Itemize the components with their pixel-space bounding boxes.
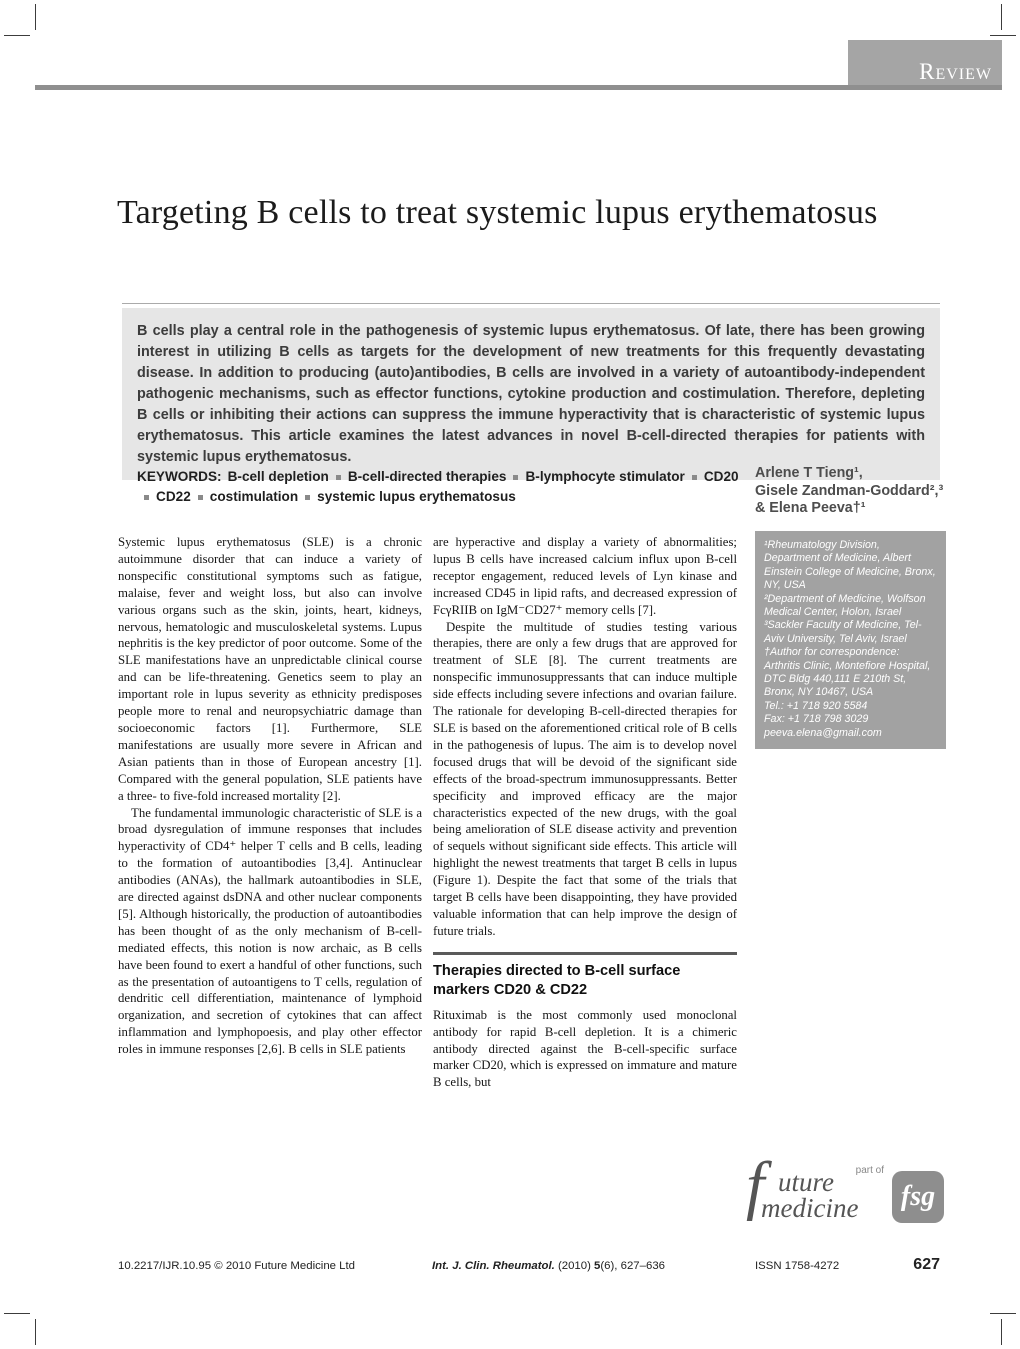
keyword-item: CD22 <box>156 489 191 504</box>
abstract-box <box>122 308 940 480</box>
crop-mark <box>990 1313 1016 1314</box>
section-rule <box>433 952 737 955</box>
logo-wordmark <box>761 1167 859 1223</box>
keywords-label: KEYWORDS: <box>137 469 222 484</box>
body-paragraph: Despite the multitude of studies testing various therapies, there are only a few drugs that are approved for treatment of SLE [8]. The current treatments are nonspecific immunosuppressants that can induce multiple side effects including severe infections and ovarian failure. The rationale for developing B-cell-directed therapies for SLE is based on the aforementioned critical role of B cells in the pathogenesis of lupus. The aim is to develop novel focused drugs that will be devoid of the significant side effects of the broad-spectrum immunosuppressants. Better specificity and improved efficacy are the major characteristics expected of the new drugs, with the goal being amelioration of SLE disease activity and prevention of sequels without significant side effects. This article will highlight the newest treatments that target B cells in lupus (Figure 1). Despite the fact that some of the trials that target B cells have been disappointing, they have provided valuable information that can help improve the design of future trials. <box>433 619 737 938</box>
right-column <box>433 534 737 1091</box>
article-title: Targeting B cells to treat systemic lupus erythematosus <box>117 194 878 231</box>
crop-mark <box>1001 1319 1002 1345</box>
crop-mark <box>4 1313 30 1314</box>
keywords-block <box>137 467 739 507</box>
header-rule <box>35 85 1002 90</box>
review-banner <box>848 40 1002 85</box>
fax-line: Fax: +1 718 798 3029 <box>764 713 869 726</box>
keyword-item: systemic lupus erythematosus <box>317 489 516 504</box>
logo-f: f <box>746 1149 765 1222</box>
citation-volume: 5 <box>594 1260 601 1272</box>
affiliation-line: ¹Rheumatology Division, Department of Medicine, Albert Einstein College of Medicine, Bronx, NY, USA <box>764 539 936 592</box>
square-bullet-icon <box>305 495 310 500</box>
abstract-top-rule <box>122 303 940 304</box>
issn: ISSN 1758-4272 <box>755 1260 840 1272</box>
citation-issue: (6), 627–636 <box>600 1260 665 1272</box>
future-medicine-logo <box>746 1149 944 1237</box>
square-bullet-icon <box>198 495 203 500</box>
left-column <box>118 534 422 1058</box>
crop-mark <box>990 35 1016 36</box>
affiliation-line: ³Sackler Faculty of Medicine, Tel-Aviv University, Tel Aviv, Israel <box>764 619 922 645</box>
square-bullet-icon <box>513 475 518 480</box>
section-heading: Therapies directed to B-cell surface markers CD20 & CD22 <box>433 962 681 998</box>
body-paragraph: Systemic lupus erythematosus (SLE) is a chronic autoimmune disorder that can induce a variety of nonspecific constitutional symptoms such as fatigue, malaise, fever and weight loss, but also can involve various organs such as the skin, joints, heart, kidneys, nervous, hematologic and musculoskeletal systems. Lupus nephritis is the key predictor of poor outcome. Some of the SLE manifestations have an unpredictable clinical course and can be life-threatening. Genetics seem to play an important role in lupus severity as ethnicity predisposes people more to renal and neuropsychiatric damage than socioeconomic factors [1]. Furthermore, SLE manifestations are usually more severe in African and Asian patients than in those of European ancestry [1]. Compared with the general population, SLE patients have a three- to five-fold increased mortality [2]. <box>118 535 422 803</box>
keyword-item: CD20 <box>703 469 739 484</box>
logo-word-future: uture <box>778 1167 834 1197</box>
keyword-item: B-lymphocyte stimulator <box>525 469 685 484</box>
crop-mark <box>4 35 30 36</box>
body-paragraph: The fundamental immunologic characteristic of SLE is a broad dysregulation of immune responses that includes hyperactivity of CD4⁺ helper T cells and B cells, leading to the formation of autoantibodies [3,4]. Antinuclear antibodies (ANAs), the hallmark autoantibodies in SLE, are directed against dsDNA and other nuclear components [5]. Although historically, the production of autoantibodies has been thought of as the only mechanism of B-cell-mediated effects, this notion is now archaic, as B cells have been found to exert a handful of other functions, such as the presentation of autoantigens to T cells, regulation of dendritic cell differentiation, maintenance of lymphoid organization, and secretion of cytokines that can affect inflammation and lymphopoesis, and play other effector roles in immune responses [2,6]. B cells in SLE patients <box>118 805 422 1057</box>
square-bullet-icon <box>144 495 149 500</box>
tel-line: Tel.: +1 718 920 5584 <box>764 699 868 712</box>
square-bullet-icon <box>692 475 697 480</box>
fsg-badge: fsg <box>892 1171 944 1223</box>
body-paragraph: Rituximab is the most commonly used monoclonal antibody for rapid B-cell depletion. It is a chimeric antibody directed against the B-cell-specific surface marker CD20, which is expressed on immature and mature B cells, but <box>433 1007 737 1090</box>
correspondence-line: †Author for correspondence: Arthritis Clinic, Montefiore Hospital, DTC Bldg 440,111 E 210th St, Bronx, NY 10467, USA <box>764 646 931 699</box>
page-footer <box>118 1256 940 1284</box>
keyword-item: B-cell depletion <box>227 469 329 484</box>
keyword-item: costimulation <box>209 489 299 504</box>
author-list <box>755 465 955 518</box>
crop-mark <box>1001 4 1002 30</box>
abstract-text: B cells play a central role in the pathogenesis of systemic lupus erythematosus. Of late, there has been growing interest in utilizing B cells as targets for the development of new treatments for this frequently devastating disease. In addition to producing (auto)antibodies, B cells are involved in a variety of autoantibody-independent pathogenic mechanisms, such as effector functions, cytokine production and costimulation. Therefore, depleting B cells or inhibiting their actions can suppress the immune hyperactivity that is characteristic of systemic lupus erythematosus. This article examines the latest advances in novel B-cell-directed therapies for patients with systemic lupus erythematosus. <box>137 323 925 465</box>
email-address: peeva.elena@gmail.com <box>764 726 882 739</box>
doi-copyright: 10.2217/IJR.10.95 © 2010 Future Medicine Ltd <box>118 1260 355 1272</box>
section-heading-block <box>433 952 737 1000</box>
affiliation-line: ²Department of Medicine, Wolfson Medical Center, Holon, Israel <box>764 592 926 619</box>
author-name: Gisele Zandman-Goddard²,³ <box>755 482 944 499</box>
review-label: Review <box>919 59 992 84</box>
logo-word-medicine: medicine <box>761 1193 859 1223</box>
citation <box>432 1260 665 1272</box>
citation-year: (2010) <box>554 1260 595 1272</box>
author-name: Arlene T Tieng¹, <box>755 465 863 481</box>
keyword-item: B-cell-directed therapies <box>347 469 507 484</box>
crop-mark <box>35 1319 36 1345</box>
crop-mark <box>35 4 36 30</box>
page-number: 627 <box>913 1256 940 1273</box>
citation-journal: Int. J. Clin. Rheumatol. <box>432 1260 555 1272</box>
square-bullet-icon <box>336 475 341 480</box>
body-paragraph: are hyperactive and display a variety of abnormalities; lupus B cells have increased calcium influx upon B-cell receptor engagement, reduced levels of Lyn kinase and increased CD45 in lipid rafts, and decreased expression of FcγRIIB on IgM⁻CD27⁺ memory cells [7]. <box>433 535 737 617</box>
affiliations-box <box>755 531 946 749</box>
part-of-label: part of <box>855 1165 884 1176</box>
author-name: & Elena Peeva†¹ <box>755 500 866 516</box>
